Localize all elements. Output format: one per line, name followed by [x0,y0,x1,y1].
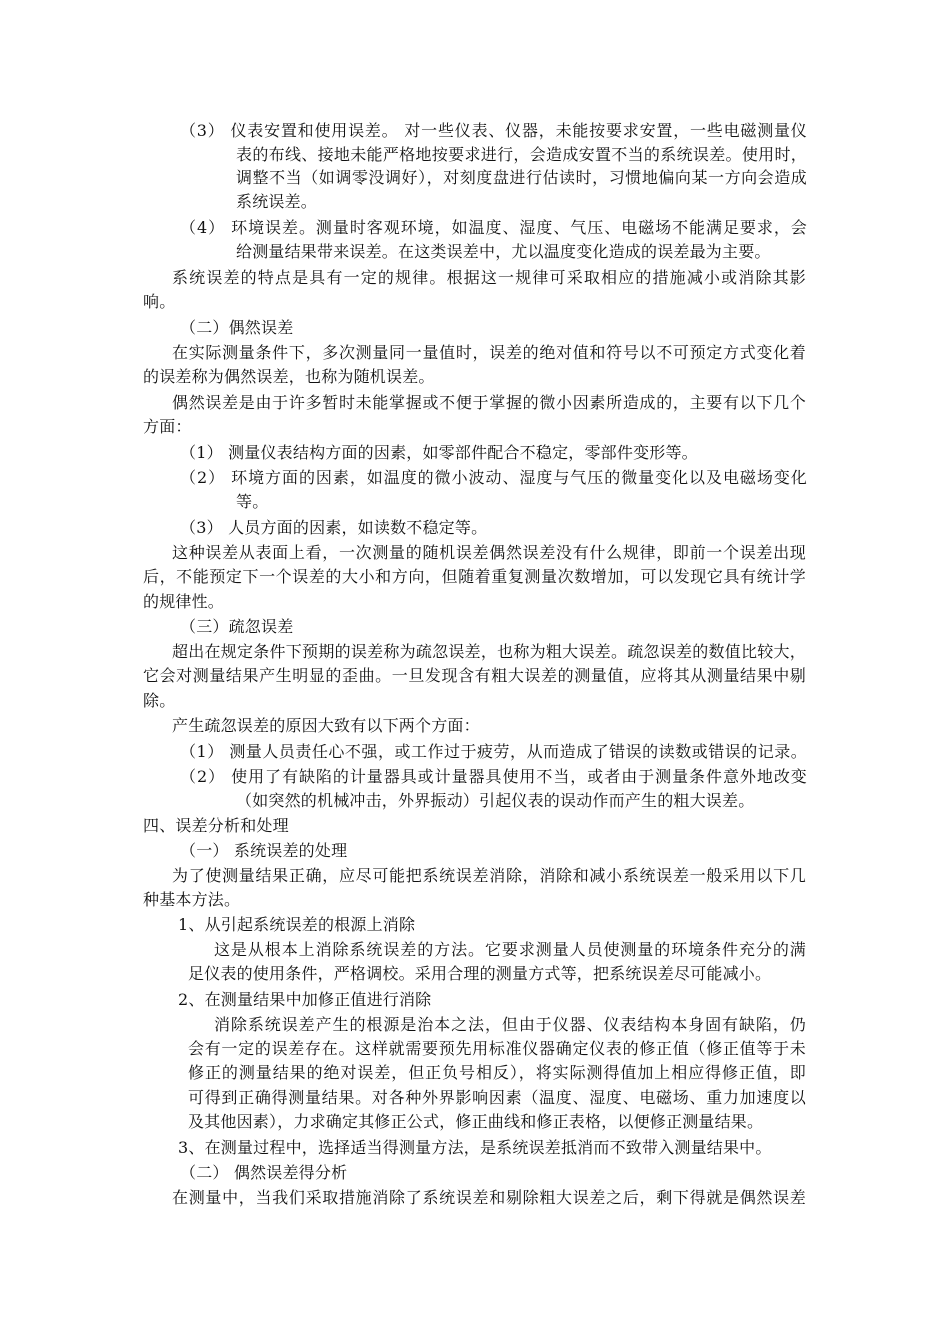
text-line: 等。 [236,492,269,511]
text-line: 消除系统误差产生的根源是治本之法，但由于仪器、仪表结构本身固有缺陷，仍 [214,1015,806,1034]
text-line: 它会对测量结果产生明显的歪曲。一旦发现含有粗大误差的测量值，应将其从测量结果中剔 [143,666,806,685]
text-line: 在实际测量条件下，多次测量同一量值时，误差的绝对值和符号以不可预定方式变化着 [172,343,806,362]
subsection-heading: 1、从引起系统误差的根源上消除 [178,915,416,934]
text-line: 产生疏忽误差的原因大致有以下两个方面： [172,716,480,735]
text-line: 这种误差从表面上看，一次测量的随机误差偶然误差没有什么规律，即前一个误差出现 [172,543,806,562]
text-line: 给测量结果带来误差。在这类误差中，尤以温度变化造成的误差最为主要。 [236,242,771,261]
text-line: 除。 [143,691,176,710]
text-line: 偶然误差是由于许多暂时未能掌握或不便于掌握的微小因素所造成的，主要有以下几个 [172,393,806,412]
text-line: 方面： [143,417,192,436]
text-line: 会有一定的误差存在。这样就需要预先用标准仪器确定仪表的修正值（修正值等于未 [188,1039,806,1058]
text-line: 修正的测量结果的绝对误差，但正负号相反），将实际测得值加上相应得修正值，即 [188,1063,806,1082]
subsection-heading: 3、在测量过程中，选择适当得测量方法，是系统误差抵消而不致带入测量结果中。 [178,1138,772,1157]
text-line: 足仪表的使用条件，严格调校。采用合理的测量方式等，把系统误差尽可能减小。 [188,964,772,983]
text-line: （4） 环境误差。测量时客观环境，如温度、湿度、气压、电磁场不能满足要求，会 [180,218,807,237]
text-line: 这是从根本上消除系统误差的方法。它要求测量人员使测量的环境条件充分的满 [214,940,806,959]
section-heading: （二） 偶然误差得分析 [180,1163,348,1182]
text-line: 系统误差的特点是具有一定的规律。根据这一规律可采取相应的措施减小或消除其影 [172,268,806,287]
text-line: （1） 测量仪表结构方面的因素，如零部件配合不稳定，零部件变形等。 [180,443,698,462]
subsection-heading: 2、在测量结果中加修正值进行消除 [178,990,432,1009]
text-line: 的误差称为偶然误差，也称为随机误差。 [143,367,435,386]
section-heading: 四、误差分析和处理 [143,816,289,835]
text-line: 响。 [143,292,176,311]
text-line: （2） 使用了有缺陷的计量器具或计量器具使用不当，或者由于测量条件意外地改变 [180,767,807,786]
text-line: 超出在规定条件下预期的误差称为疏忽误差，也称为粗大误差。疏忽误差的数值比较大， [172,642,806,661]
section-heading: （二）偶然误差 [180,318,294,337]
text-line: 表的布线、接地未能严格地按要求进行，会造成安置不当的系统误差。使用时， [236,145,807,164]
text-line: （如突然的机械冲击，外界振动）引起仪表的误动作而产生的粗大误差。 [236,791,755,810]
text-line: 系统误差。 [236,192,318,211]
text-line: 后，不能预定下一个误差的大小和方向，但随着重复测量次数增加，可以发现它具有统计学 [143,567,806,586]
text-line: 可得到正确得测量结果。对各种外界影响因素（温度、湿度、电磁场、重力加速度以 [188,1088,806,1107]
text-line: （3） 仪表安置和使用误差。 对一些仪表、仪器，未能按要求安置，一些电磁测量仪 [180,121,807,140]
text-line: 在测量中，当我们采取措施消除了系统误差和剔除粗大误差之后，剩下得就是偶然误差 [172,1188,806,1207]
section-heading: （一） 系统误差的处理 [180,841,348,860]
text-line: 种基本方法。 [143,890,241,909]
text-line: 为了使测量结果正确，应尽可能把系统误差消除，消除和减小系统误差一般采用以下几 [172,866,806,885]
text-line: 调整不当（如调零没调好），对刻度盘进行估读时，习惯地偏向某一方向会造成 [236,168,807,187]
text-line: （2） 环境方面的因素，如温度的微小波动、湿度与气压的微量变化以及电磁场变化 [180,468,807,487]
section-heading: （三）疏忽误差 [180,617,294,636]
text-line: 的规律性。 [143,592,225,611]
text-line: （1） 测量人员责任心不强，或工作过于疲劳，从而造成了错误的读数或错误的记录。 [180,742,807,761]
text-line: （3） 人员方面的因素，如读数不稳定等。 [180,518,488,537]
text-line: 及其他因素），力求确定其修正公式，修正曲线和修正表格，以便修正测量结果。 [188,1112,764,1131]
